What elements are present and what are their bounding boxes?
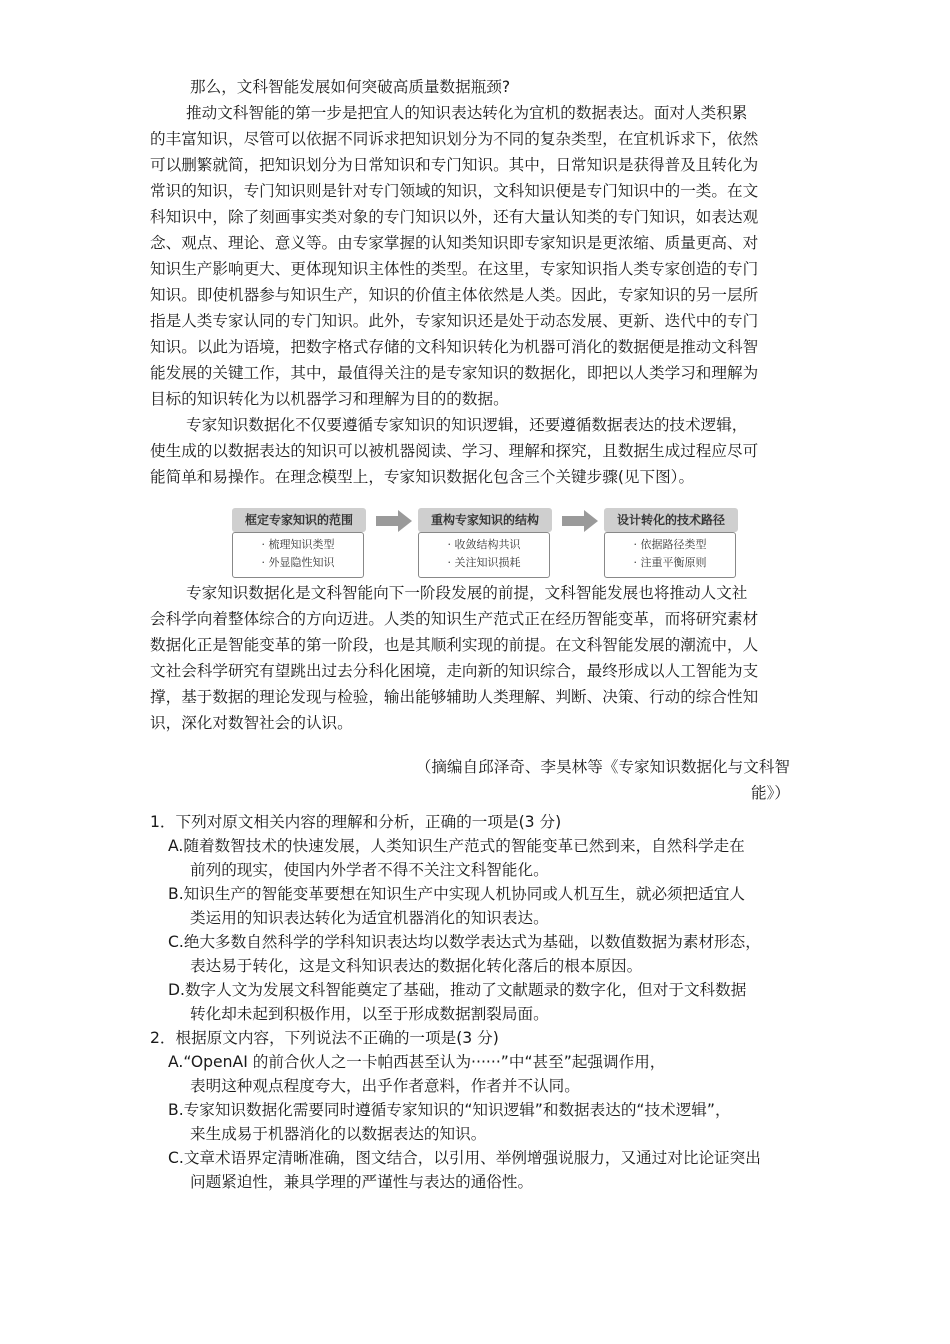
question-2-option-b [168, 1098, 818, 1146]
option-text: B.知识生产的智能变革要想在知识生产中实现人机协同或人机互生，就必须把适宜人 [168, 885, 746, 903]
text-line: 可以删繁就简，把知识划分为日常知识和专门知识。其中，日常知识是获得普及且转化为 [150, 156, 759, 174]
text-line: 专家知识数据化是文科智能向下一阶段发展的前提，文科智能发展也将推动人文社 [186, 584, 748, 602]
source-citation [150, 754, 790, 806]
text-line: 科知识中，除了刻画事实类对象的专门知识以外，还有大量认知类的专门知识，如表达观 [150, 208, 759, 226]
diagram-bullet: · 依据路径类型 [633, 538, 707, 551]
arrow-right-icon [376, 510, 412, 532]
text-line: 识，深化对数智社会的认识。 [150, 714, 353, 732]
option-text: D.数字人文为发展文科智能奠定了基础，推动了文献题录的数字化，但对于文科数据 [168, 981, 747, 999]
option-text: 类运用的知识表达转化为适宜机器消化的知识表达。 [190, 909, 549, 927]
option-text: A.“OpenAI 的前合伙人之一卡帕西甚至认为······”中“甚至”起强调作用， [168, 1053, 666, 1071]
diagram-bullet: · 梳理知识类型 [261, 538, 335, 551]
text-line: 数据化正是智能变革的第一阶段，也是其顺利实现的前提。在文科智能发展的潮流中，人 [150, 636, 759, 654]
text-line: 专家知识数据化不仅要遵循专家知识的知识逻辑，还要遵循数据表达的技术逻辑， [186, 416, 748, 434]
question-2-stem: 2．根据原文内容，下列说法不正确的一项是(3 分) [150, 1029, 499, 1047]
question-1-option-c [168, 930, 818, 978]
paragraph-knowledge-conversion [150, 100, 790, 412]
text-line: 使生成的以数据表达的知识可以被机器阅读、学习、理解和探究，且数据生成过程应尽可 [150, 442, 759, 460]
option-text: 表达易于转化，这是文科知识表达的数据化转化落后的根本原因。 [190, 957, 643, 975]
option-text: A.随着数智技术的快速发展，人类知识生产范式的智能变革已然到来，自然科学走在 [168, 837, 745, 855]
question-2-option-c [168, 1146, 818, 1194]
text-line: 目标的知识转化为以机器学习和理解为目的的数据。 [150, 390, 509, 408]
text-line: 推动文科智能的第一步是把宜人的知识表达转化为宜机的数据表达。面对人类积累 [186, 104, 748, 122]
diagram-step-box [418, 532, 550, 578]
text-line: 那么，文科智能发展如何突破高质量数据瓶颈? [190, 78, 511, 96]
diagram-bullet: · 关注知识损耗 [447, 556, 521, 569]
option-text: 转化却未起到积极作用，以至于形成数据割裂局面。 [190, 1005, 549, 1023]
diagram-bullet: · 外显隐性知识 [261, 556, 335, 569]
text-line: 知识。以此为语境，把数字格式存储的文科知识转化为机器可消化的数据便是推动文科智 [150, 338, 759, 356]
diagram-step [604, 508, 738, 578]
text-line: 念、观点、理论、意义等。由专家掌握的认知类知识即专家知识是更浓缩、质量更高、对 [150, 234, 759, 252]
diagram-step [232, 508, 366, 578]
question-2-option-a [168, 1050, 818, 1098]
citation-line: 能》） [751, 784, 790, 802]
option-text: 问题紧迫性，兼具学理的严谨性与表达的通俗性。 [190, 1173, 534, 1191]
citation-line: （摘编自邱泽奇、李昊林等《专家知识数据化与文科智 [415, 758, 790, 776]
text-line: 能简单和易操作。在理念模型上，专家知识数据化包含三个关键步骤(见下图）。 [150, 468, 695, 486]
option-text: 来生成易于机器消化的以数据表达的知识。 [190, 1125, 487, 1143]
paragraph-future-development [150, 580, 790, 736]
diagram-step-title: 设计转化的技术路径 [604, 508, 738, 532]
question-1-option-a [168, 834, 818, 882]
diagram-step-title: 框定专家知识的范围 [232, 508, 366, 532]
text-line: 知识。即使机器参与知识生产，知识的价值主体依然是人类。因此，专家知识的另一层所 [150, 286, 759, 304]
diagram-step-title: 重构专家知识的结构 [418, 508, 552, 532]
text-line: 知识生产影响更大、更体现知识主体性的类型。在这里，专家知识指人类专家创造的专门 [150, 260, 759, 278]
diagram-step-box [232, 532, 364, 578]
option-text: 前列的现实，使国内外学者不得不关注文科智能化。 [190, 861, 549, 879]
text-line: 常识的知识，专门知识则是针对专门领域的知识，文科知识便是专门知识中的一类。在文 [150, 182, 759, 200]
option-text: C.文章术语界定清晰准确，图文结合，以引用、举例增强说服力，又通过对比论证突出 [168, 1149, 761, 1167]
arrow-right-icon [562, 510, 598, 532]
text-line: 撑，基于数据的理论发现与检验，输出能够辅助人类理解、判断、决策、行动的综合性知 [150, 688, 759, 706]
text-line: 指是人类专家认同的专门知识。此外，专家知识还是处于动态发展、更新、迭代中的专门 [150, 312, 759, 330]
text-line: 会科学向着整体综合的方向迈进。人类的知识生产范式正在经历智能变革，而将研究素材 [150, 610, 759, 628]
diagram-step-box [604, 532, 736, 578]
diagram-bullet: · 收敛结构共识 [447, 538, 521, 551]
text-line: 能发展的关键工作，其中，最值得关注的是专家知识的数据化，即把以人类学习和理解为 [150, 364, 759, 382]
option-text: 表明这种观点程度夸大，出乎作者意料，作者并不认同。 [190, 1077, 580, 1095]
question-1-option-b [168, 882, 818, 930]
paragraph-intro-question [150, 74, 790, 100]
question-1-stem: 1．下列对原文相关内容的理解和分析，正确的一项是(3 分) [150, 813, 562, 831]
option-text: C.绝大多数自然科学的学科知识表达均以数学表达式为基础，以数值数据为素材形态， [168, 933, 761, 951]
text-line: 的丰富知识，尽管可以依据不同诉求把知识划分为不同的复杂类型，在宜机诉求下，依然 [150, 130, 759, 148]
question-1-option-d [168, 978, 818, 1026]
diagram-step [418, 508, 552, 578]
diagram-bullet: · 注重平衡原则 [633, 556, 707, 569]
three-step-diagram [232, 508, 736, 578]
text-line: 文社会科学研究有望跳出过去分科化困境，走向新的知识综合，最终形成以人工智能为支 [150, 662, 759, 680]
paragraph-datafication-logic [150, 412, 790, 490]
option-text: B.专家知识数据化需要同时遵循专家知识的“知识逻辑”和数据表达的“技术逻辑”， [168, 1101, 731, 1119]
